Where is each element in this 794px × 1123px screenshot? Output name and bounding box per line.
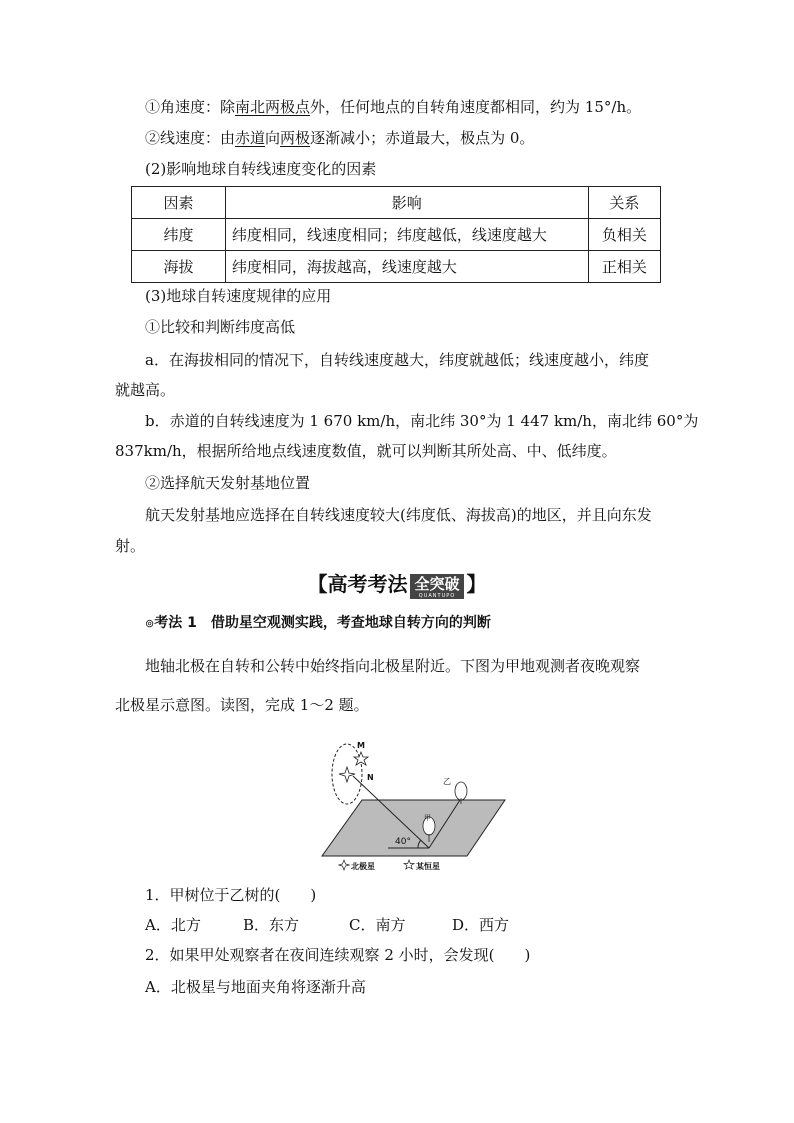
polaris-observation-figure — [310, 732, 520, 880]
question-intro-line2: 北极星示意图。读图，完成 1～2 题。 — [115, 696, 369, 714]
section-heading-factors: (2)影响地球自转线速度变化的因素 — [145, 160, 377, 178]
paragraph-b-line2: 837km/h，根据所给地点线速度数值，就可以判断其所处高、中、低纬度。 — [115, 442, 617, 460]
factor-table — [131, 186, 661, 283]
legend-polaris-icon — [339, 860, 350, 870]
polaris-icon — [339, 767, 355, 782]
underlined-poles: 南北两极点 — [235, 98, 311, 116]
table-cell: 负相关 — [588, 219, 660, 251]
table-cell: 纬度 — [132, 219, 226, 251]
section-banner: 【高考考法 全突破 QUANTUPO 】 — [307, 572, 487, 599]
label-m: M — [357, 741, 365, 750]
question-2-option-a: A．北极星与地面夹角将逐渐升高 — [145, 978, 366, 996]
star-icon — [354, 752, 368, 765]
table-cell: 海拔 — [132, 251, 226, 283]
table-header-relation: 关系 — [588, 187, 660, 219]
target-icon: ⊚ — [145, 617, 155, 630]
label-yi: 乙 — [443, 777, 451, 786]
legend-star-label: 某恒星 — [416, 862, 440, 871]
label-jia: 甲 — [424, 814, 431, 822]
question-intro-line1: 地轴北极在自转和公转中始终指向北极星附近。下图为甲地观测者夜晚观察 — [145, 657, 641, 675]
option-c: C．南方 — [349, 916, 406, 934]
question-1: 1．甲树位于乙树的( ) — [145, 886, 317, 904]
paragraph-a-line1: a．在海拔相同的情况下，自转线速度越大，纬度就越低；线速度越小，纬度 — [145, 351, 649, 369]
option-d: D．西方 — [452, 916, 510, 934]
subheading-compare-latitude: ①比较和判断纬度高低 — [145, 318, 296, 336]
underlined-equator: 赤道 — [235, 129, 266, 147]
banner-title: 高考考法 — [327, 572, 408, 596]
paragraph-a-line2: 就越高。 — [115, 381, 176, 399]
paragraph-launch-line2: 射。 — [115, 537, 146, 555]
table-header-factor: 因素 — [132, 187, 226, 219]
paragraph-b-line1: b．赤道的自转线速度为 1 670 km/h，南北纬 30°为 1 447 km/h，南北纬 60°为 — [145, 412, 699, 430]
legend-polaris-label: 北极星 — [351, 862, 375, 871]
table-cell: 正相关 — [588, 251, 660, 283]
option-a: A．北方 — [145, 916, 201, 934]
legend-star-icon — [404, 860, 414, 869]
question-1-options — [145, 915, 509, 935]
option-b: B．东方 — [243, 916, 300, 934]
paragraph-launch-line1: 航天发射基地应选择在自转线速度较大(纬度低、海拔高)的地区，并且向东发 — [145, 506, 652, 524]
banner-badge: 全突破 QUANTUPO — [410, 574, 463, 599]
method-heading: ⊚考法 1 借助星空观测实践，考查地球自转方向的判断 — [145, 615, 491, 631]
table-header-row — [132, 187, 661, 219]
angle-label: 40° — [395, 837, 411, 847]
table-cell: 纬度相同，线速度相同；纬度越低，线速度越大 — [225, 219, 588, 251]
line-angular-speed: ①角速度：除南北两极点外，任何地点的自转角速度都相同，约为 15°/h。 — [145, 98, 642, 116]
table-header-effect: 影响 — [225, 187, 588, 219]
question-2: 2．如果甲处观察者在夜间连续观察 2 小时，会发现( ) — [145, 946, 531, 964]
section-heading-application: (3)地球自转速度规律的应用 — [145, 287, 332, 305]
table-row — [132, 251, 661, 283]
subheading-launch-site: ②选择航天发射基地位置 — [145, 474, 311, 492]
table-row — [132, 219, 661, 251]
underlined-two-poles: 两极 — [280, 129, 311, 147]
label-n: N — [367, 773, 374, 782]
line-linear-speed: ②线速度：由赤道向两极逐渐减小；赤道最大，极点为 0。 — [145, 129, 535, 147]
table-cell: 纬度相同，海拔越高，线速度越大 — [225, 251, 588, 283]
tree-yi-icon — [455, 782, 467, 800]
